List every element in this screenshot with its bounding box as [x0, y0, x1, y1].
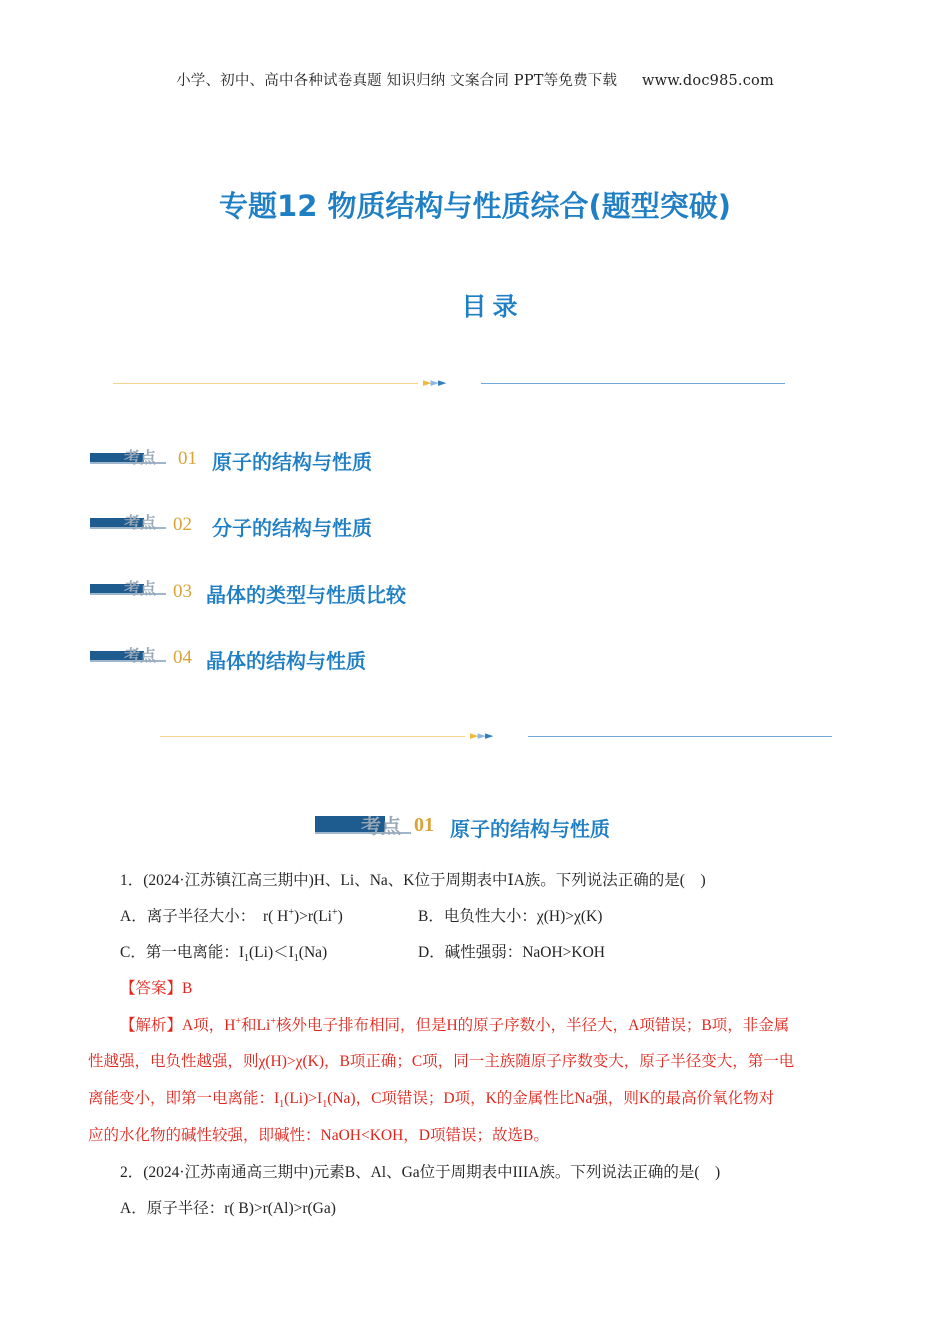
toc-badge: [90, 576, 166, 600]
q1-explanation-line-1: 【解析】A项，H+和Li+核外电子排布相同，但是H的原子序数小，半径大，A项错误；B项，非金属: [120, 1015, 790, 1034]
toc-badge-label: 考点: [124, 646, 157, 665]
divider-bottom: [160, 731, 832, 743]
q1-explanation-line-3: 离能变小，即第一电离能：$I_1(Li)>I_1(Na)$，C项错误；D项，K的金属性比Na强，则K的最高价氧化物对: [88, 1090, 775, 1111]
document-title: 专题12 物质结构与性质综合(题型突破): [219, 189, 731, 223]
q1-explanation-line-4: 应的水化物的碱性较强，即碱性：NaOH<KOH，D项错误；故选B。: [88, 1127, 549, 1144]
section-num: 01: [414, 814, 434, 836]
divider-top: [113, 378, 785, 390]
toc-item-num[interactable]: 02: [173, 514, 192, 535]
section-title: 原子的结构与性质: [450, 817, 610, 841]
site-header-text: 小学、初中、高中各种试卷真题 知识归纳 文案合同 PPT等免费下载: [176, 73, 618, 89]
q1-stem: 1．(2024·江苏镇江高三期中)H、Li、Na、K位于周期表中ⅠA族。下列说法正确的是( ): [120, 872, 706, 889]
toc-title: 目录: [461, 292, 524, 321]
q1-option-a: A．离子半径大小： r( H+)>r(Li+): [120, 906, 343, 925]
q1-answer: 【答案】B: [120, 980, 193, 997]
q2-option-a: A．原子半径：r( B)>r(Al)>r(Ga): [120, 1200, 336, 1217]
toc-item-molecular-structure[interactable]: 分子的结构与性质: [212, 516, 372, 540]
q2-stem: 2．(2024·江苏南通高三期中)元素B、Al、Ga位于周期表中IIIA族。下列说法正确的是( ): [120, 1164, 721, 1181]
toc-badge: [90, 510, 166, 534]
toc-item-num[interactable]: 04: [173, 647, 192, 668]
toc-badge: [90, 643, 166, 667]
toc-badge: [90, 445, 166, 469]
q1-option-c: C．第一电离能：$I_1(Li)<I_1(Na)$: [120, 944, 328, 965]
toc-item-num[interactable]: 03: [173, 581, 192, 602]
toc-badge-label: 考点: [124, 448, 157, 467]
q1-explanation-line-2: 性越强，电负性越强，则χ(H)>χ(K)，B项正确；C项，同一主族随原子序数变大，原子半径变大，第一电: [88, 1053, 795, 1070]
toc-badge-label: 考点: [124, 513, 157, 532]
site-header: [0, 69, 950, 90]
toc-badge-label: 考点: [124, 579, 157, 598]
section-badge-label: 考点: [361, 814, 401, 838]
toc-item-crystal-structure[interactable]: 晶体的结构与性质: [206, 649, 366, 673]
arrow-icon: ►►►: [470, 729, 493, 742]
q1-option-b: B．电负性大小：χ(H)>χ(K): [418, 908, 603, 925]
toc-item-crystal-types[interactable]: 晶体的类型与性质比较: [206, 583, 406, 607]
arrow-icon: ►►►: [423, 376, 446, 389]
site-url[interactable]: www.doc985.com: [641, 73, 774, 89]
q1-option-d: D．碱性强弱：NaOH>KOH: [418, 944, 605, 961]
toc-item-num[interactable]: 01: [178, 448, 197, 469]
section-badge: [315, 812, 415, 836]
toc-item-atomic-structure[interactable]: 原子的结构与性质: [212, 450, 372, 474]
